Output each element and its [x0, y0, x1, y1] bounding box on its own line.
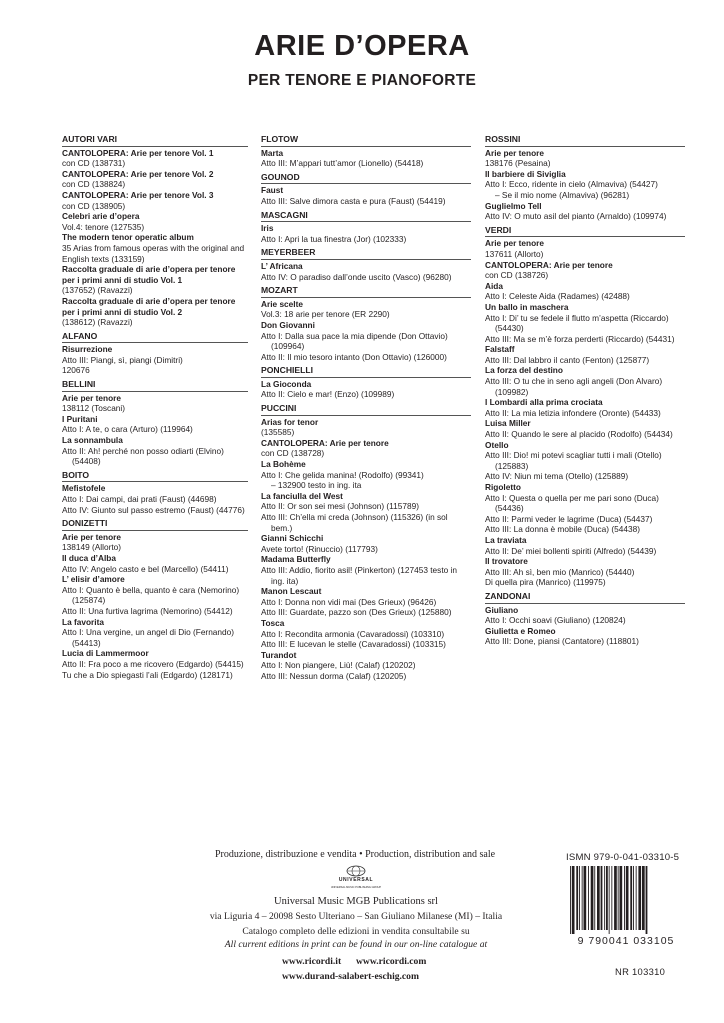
aria-detail: Atto I: Non piangere, Liù! (Calaf) (120202)	[261, 660, 416, 671]
aria-detail: Atto I: Apri la tua finestra (Jor) (102333)	[261, 233, 407, 244]
aria-detail: Atto I: Dai campi, dai prati (Faust) (44698)	[62, 494, 217, 504]
work-title: Gianni Schicchi	[261, 533, 324, 544]
aria-detail: Atto III: E lucevan le stelle (Cavaradossi) (103315)	[261, 639, 446, 650]
aria-detail: Atto I: Di’ tu se fedele il flutto m’aspetta (Riccardo) (54430)	[485, 312, 669, 334]
page-subtitle: PER TENORE E PIANOFORTE	[247, 72, 477, 89]
barcode-bar	[630, 866, 632, 930]
barcode-bar	[594, 866, 595, 930]
work-title: Raccolta graduale di arie d’opera per tenore per i primi anni di studio Vol. 1	[62, 264, 236, 285]
composer-heading: VERDI	[485, 225, 685, 238]
work-title: Marta	[261, 147, 284, 158]
work-title: CANTOLOPERA: Arie per tenore Vol. 2	[62, 168, 214, 179]
work-title: La Gioconda	[261, 378, 312, 389]
work-title: Otello	[485, 439, 509, 450]
aria-detail: Atto I: Recondita armonia (Cavaradossi) (103310)	[261, 628, 445, 639]
work-title: I Lombardi alla prima crociata	[485, 397, 603, 408]
aria-detail: Atto III: La donna è mobile (Duca) (54438)	[485, 524, 640, 535]
barcode-bar	[572, 866, 575, 934]
entry-note: 35 Arias from famous operas with the original and English texts (133159)	[62, 242, 245, 264]
aria-detail: Atto I: A te, o cara (Arturo) (119964)	[62, 424, 193, 435]
work-title: Arias for tenor	[261, 416, 319, 427]
aria-detail: Atto II: Ah! perché non posso odiarti (Elvino) (54408)	[62, 445, 224, 467]
aria-detail: Atto III: Salve dimora casta e pura (Faust) (54419)	[261, 195, 446, 206]
composer-heading: GOUNOD	[261, 172, 471, 185]
work-title: I Puritani	[62, 413, 98, 424]
aria-detail: Atto I: Che gelida manina! (Rodolfo) (99341)	[261, 469, 424, 480]
aria-detail: Atto I: Donna non vidi mai (Des Grieux) (96426)	[261, 596, 437, 607]
work-title: Mefistofele	[62, 483, 106, 494]
work-title: CANTOLOPERA: Arie per tenore Vol. 3	[62, 189, 214, 200]
work-title: Faust	[261, 185, 284, 196]
aria-detail: Atto III: Addio, fiorito asil! (Pinkerton) (127453 testo in ing. ita)	[261, 564, 458, 586]
aria-detail: Atto II: La mia letizia infondere (Oronte) (54433)	[485, 407, 661, 418]
entry-note: (135585)	[261, 427, 295, 438]
work-title: Manon Lescaut	[261, 586, 322, 597]
link-ricordi-it[interactable]: www.ricordi.it	[282, 956, 342, 967]
barcode-bar	[597, 866, 600, 930]
work-title: Iris	[261, 223, 274, 234]
work-title: Rigoletto	[485, 482, 521, 492]
catalog-column-1	[62, 134, 248, 680]
work-title: Un ballo in maschera	[485, 301, 569, 312]
barcode-bar	[584, 866, 587, 930]
link-durand-salabert-eschig[interactable]: www.durand-salabert-eschig.com	[282, 971, 419, 982]
barcode-bar	[611, 866, 612, 930]
composer-heading: BOITO	[62, 470, 248, 483]
barcode-bar	[609, 866, 610, 934]
barcode-digits: 9 790041 033105	[577, 935, 675, 946]
logo-text: UNIVERSAL	[338, 877, 374, 883]
work-title: Turandot	[261, 649, 297, 660]
catalog-column-2	[261, 134, 471, 682]
work-title: Risurrezione	[62, 344, 113, 355]
entry-note: Avete torto! (Rinuccio) (117793)	[261, 543, 378, 554]
barcode-bar	[614, 866, 617, 930]
aria-detail: Atto IV: O paradiso dall’onde uscito (Vasco) (96280)	[261, 271, 452, 282]
link-ricordi-com[interactable]: www.ricordi.com	[356, 956, 427, 967]
work-title: Celebri arie d’opera	[62, 211, 140, 222]
work-title: Arie per tenore	[62, 392, 122, 403]
aria-detail: Atto IV: Niun mi tema (Otello) (125889)	[485, 471, 629, 482]
work-title: L’ Africana	[261, 260, 303, 271]
aria-detail: Atto IV: Giunto sul passo estremo (Faust) (44776)	[62, 504, 245, 515]
aria-detail: Atto III: Nessun dorma (Calaf) (120205)	[261, 670, 407, 681]
work-title: Arie per tenore	[62, 531, 122, 542]
aria-detail: Atto I: Occhi soavi (Giuliano) (120824)	[485, 615, 626, 626]
barcode-bar	[579, 866, 580, 930]
barcode-bar	[606, 866, 608, 930]
aria-detail: Atto II: Fra poco a me ricovero (Edgardo) (54415)	[62, 658, 244, 669]
aria-detail: Atto I: Una vergine, un angel di Dio (Fernando) (54413)	[62, 627, 235, 648]
composer-heading: FLOTOW	[261, 134, 471, 147]
aria-detail: Atto III: Dal labbro il canto (Fenton) (125877)	[485, 354, 650, 365]
aria-detail: Atto I: Dalla sua pace la mia dipende (Don Ottavio) (109964)	[261, 330, 448, 352]
work-title: L’ elisir d’amore	[62, 574, 125, 585]
aria-detail: Atto I: Ecco, ridente in cielo (Almaviva) (54427)	[485, 179, 658, 190]
aria-detail: Atto I: Quanto è bella, quanto è cara (Nemorino) (125874)	[62, 584, 240, 606]
composer-heading: MASCAGNI	[261, 210, 471, 223]
composer-heading: MOZART	[261, 285, 471, 298]
aria-detail: Atto II: Parmi veder le lagrime (Duca) (54437)	[485, 513, 653, 524]
work-title: Luisa Miller	[485, 418, 531, 429]
aria-detail: Atto III: Ma se m’è forza perderti (Riccardo) (54431)	[485, 333, 675, 344]
barcode-bar	[588, 866, 589, 930]
catalog-column-3	[485, 134, 685, 647]
barcode-bar	[646, 866, 648, 934]
work-title: Giuliano	[485, 604, 519, 615]
work-title: Tosca	[261, 617, 285, 628]
composer-heading: DONIZETTI	[62, 518, 248, 531]
aria-detail: – 132900 testo in ing. ita	[271, 480, 362, 491]
composer-heading: ZANDONAI	[485, 591, 685, 604]
universal-logo	[316, 864, 396, 892]
work-title: Arie per tenore	[485, 238, 545, 249]
entry-note: Vol.3: 18 arie per tenore (ER 2290)	[261, 309, 390, 320]
catalog-number: NR 103310	[615, 966, 666, 977]
production-line: Produzione, distribuzione e vendita • Production, distribution and sale	[214, 849, 496, 860]
aria-detail: Atto III: Done, piansi (Cantatore) (118801)	[485, 636, 639, 647]
work-title: Arie scelte	[261, 298, 303, 309]
composer-heading: ALFANO	[62, 331, 248, 344]
barcode-bar	[576, 866, 578, 930]
composer-heading: BELLINI	[62, 379, 248, 392]
entry-note: Vol.4: tenore (127535)	[62, 221, 145, 232]
work-title: Il barbiere di Siviglia	[485, 168, 566, 179]
barcode-bar	[626, 866, 629, 930]
aria-detail: Atto III: M’appari tutt’amor (Lionello) (54418)	[261, 158, 424, 169]
work-title: CANTOLOPERA: Arie per tenore Vol. 1	[62, 147, 214, 158]
barcode-bar	[620, 866, 623, 930]
aria-detail: Atto III: O tu che in seno agli angeli (Don Alvaro) (109982)	[485, 376, 663, 397]
catalogue-note-en: All current editions in print can be found in our on-line catalogue at	[224, 939, 488, 950]
entry-note: 137611 (Allorto)	[485, 248, 544, 259]
composer-heading: PONCHIELLI	[261, 365, 471, 378]
aria-detail: Atto II: Una furtiva lagrima (Nemorino) (54412)	[62, 605, 233, 616]
barcode-bar	[601, 866, 603, 930]
entry-note: (137652) (Ravazzi)	[62, 285, 133, 296]
work-title: Arie per tenore	[485, 147, 545, 158]
barcode	[562, 866, 690, 946]
entry-note: con CD (138731)	[62, 158, 126, 169]
aria-detail: Atto IV: Angelo casto e bel (Marcello) (54411)	[62, 563, 229, 574]
work-title: Falstaff	[485, 344, 515, 355]
entry-note: 138176 (Pesaina)	[485, 158, 551, 169]
work-title: Madama Butterfly	[261, 554, 331, 565]
aria-detail: Atto III: Ch’ella mi creda (Johnson) (115326) (in sol bem.)	[261, 512, 448, 533]
work-title: Il duca d’Alba	[62, 552, 116, 563]
work-title: La favorita	[62, 616, 104, 627]
entry-note: con CD (138728)	[261, 448, 325, 459]
work-title: Don Giovanni	[261, 319, 315, 330]
work-title: Guglielmo Tell	[485, 200, 542, 211]
work-title: CANTOLOPERA: Arie per tenore	[261, 437, 389, 448]
aria-detail: Atto II: Quando le sere al placido (Rodolfo) (54434)	[485, 429, 673, 440]
barcode-bar	[633, 866, 634, 930]
publisher-address: via Liguria 4 – 20098 Sesto Ulteriano – San Giuliano Milanese (MI) – Italia	[209, 911, 503, 922]
composer-heading: PUCCINI	[261, 403, 471, 416]
aria-detail: Atto II: Cielo e mar! (Enzo) (109989)	[261, 389, 395, 400]
work-title: La forza del destino	[485, 365, 563, 376]
aria-detail: Atto I: Questa o quella per me pari sono (Duca) (54436)	[485, 492, 659, 514]
barcode-bar	[642, 866, 645, 930]
page-title: ARIE D’OPERA	[254, 30, 470, 62]
barcode-bar	[636, 866, 637, 930]
barcode-bar	[618, 866, 619, 930]
entry-note: Di quella pira (Manrico) (119975)	[485, 577, 606, 588]
barcode-bar	[570, 866, 571, 934]
entry-note: con CD (138726)	[485, 270, 549, 281]
entry-note: 120676	[62, 365, 90, 376]
aria-detail: Atto III: Dio! mi potevi scagliar tutti i mali (Otello) (125883)	[485, 450, 662, 471]
entry-note: (138612) (Ravazzi)	[62, 317, 133, 328]
barcode-bar	[624, 866, 625, 930]
entry-note: Tu che a Dio spiegasti l’ali (Edgardo) (128171)	[62, 669, 233, 680]
aria-detail: Atto II: De’ miei bollenti spiriti (Alfredo) (54439)	[485, 545, 657, 556]
aria-detail: – Se il mio nome (Almaviva) (96281)	[495, 189, 630, 200]
catalogue-note-it: Catalogo completo delle edizioni in vendita consultabile su	[242, 926, 470, 937]
aria-detail: Atto III: Ah sì, ben mio (Manrico) (54440)	[485, 566, 635, 577]
work-title: CANTOLOPERA: Arie per tenore	[485, 259, 613, 270]
entry-note: 138112 (Toscani)	[62, 403, 126, 414]
aria-detail: Atto III: Guardate, pazzo son (Des Grieux) (125880)	[261, 607, 452, 618]
aria-detail: Atto II: Or son sei mesi (Johnson) (115789)	[261, 501, 420, 512]
publisher-name: Universal Music MGB Publications srl	[274, 896, 438, 907]
work-title: Giulietta e Romeo	[485, 625, 556, 636]
work-title: La traviata	[485, 534, 527, 545]
entry-note: Atto III: Piangi, sì, piangi (Dimitri)	[62, 354, 183, 365]
work-title: The modern tenor operatic album	[62, 232, 194, 243]
entry-note: 138149 (Allorto)	[62, 542, 122, 553]
work-title: Lucia di Lammermoor	[62, 648, 149, 659]
work-title: La Bohème	[261, 459, 306, 470]
composer-heading: ROSSINI	[485, 134, 685, 147]
aria-detail: Atto I: Celeste Aida (Radames) (42488)	[485, 291, 630, 302]
work-title: Aida	[485, 280, 503, 291]
work-title: Raccolta graduale di arie d’opera per tenore per i primi anni di studio Vol. 2	[62, 295, 236, 317]
logo-subtext: UNIVERSAL MUSIC PUBLISHING GROUP	[330, 886, 382, 889]
work-title: La sonnambula	[62, 435, 123, 446]
work-title: Il trovatore	[485, 556, 528, 567]
barcode-bar	[591, 866, 594, 930]
barcode-bar	[582, 866, 583, 930]
barcode-bars	[570, 866, 647, 934]
composer-heading: AUTORI VARI	[62, 134, 248, 147]
barcode-bar	[638, 866, 641, 930]
aria-detail: Atto IV: O muto asil del pianto (Arnaldo) (109974)	[485, 211, 667, 222]
ismn-code: ISMN 979-0-041-03310-5	[566, 852, 680, 863]
barcode-bar	[604, 866, 605, 930]
aria-detail: Atto II: Il mio tesoro intanto (Don Ottavio) (126000)	[261, 351, 447, 362]
entry-note: con CD (138824)	[62, 179, 126, 190]
work-title: La fanciulla del West	[261, 490, 343, 501]
composer-heading: MEYERBEER	[261, 247, 471, 260]
entry-note: con CD (138905)	[62, 200, 126, 211]
